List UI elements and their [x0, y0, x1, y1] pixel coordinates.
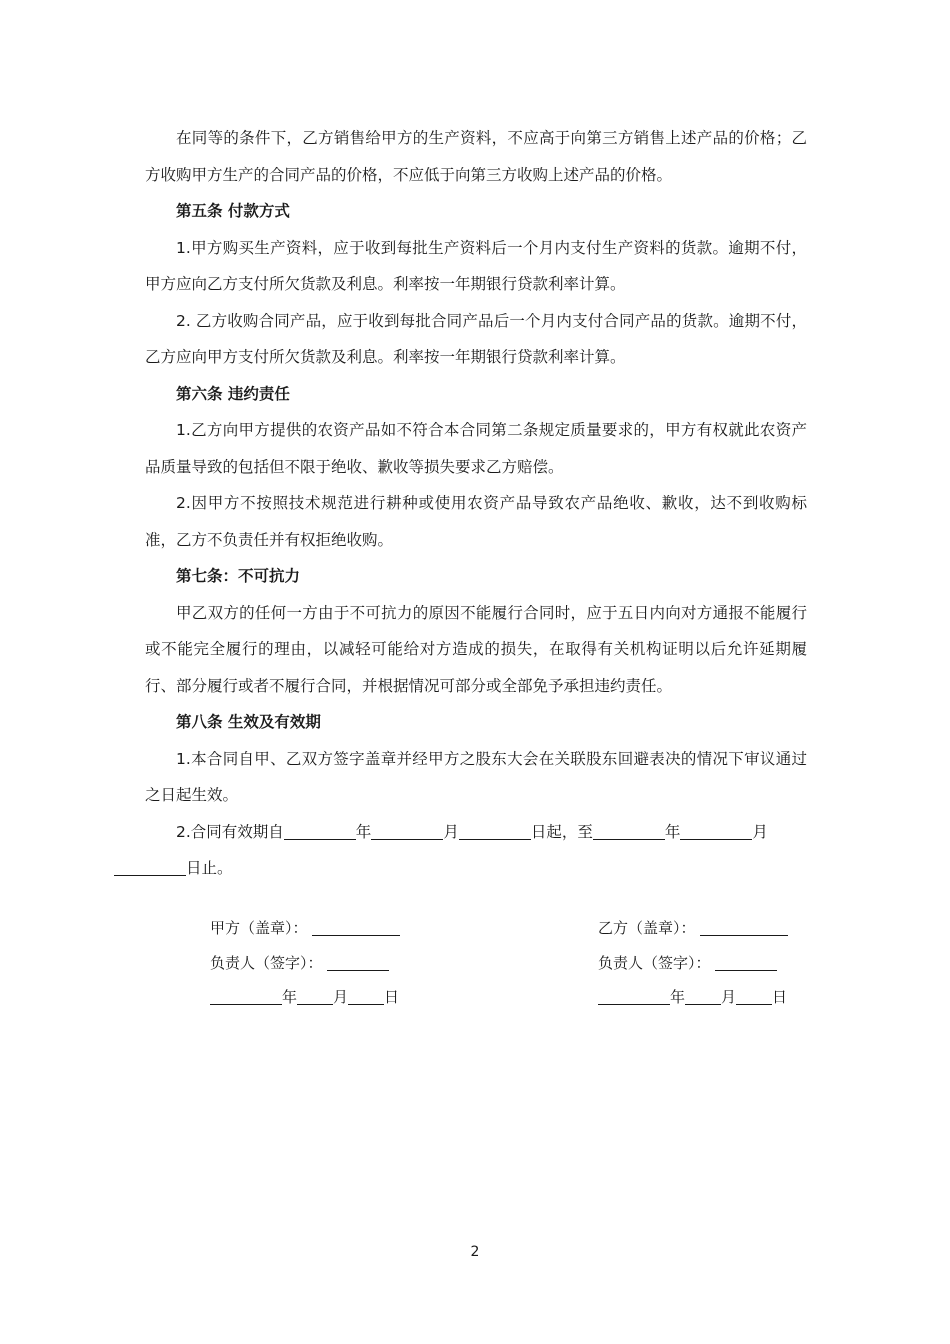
party-b-day-blank[interactable] [736, 986, 772, 1005]
paragraph-liability-1: 1.乙方向甲方提供的农资产品如不符合本合同第二条规定质量要求的，甲方有权就此农资产品质量导致的包括但不限于绝收、歉收等损失要求乙方赔偿。 [145, 421, 807, 476]
heading-article-8: 第八条 生效及有效期 [176, 713, 321, 731]
party-a-signer-label: 负责人（签字）： [210, 953, 323, 972]
party-a-year-label: 年 [282, 988, 298, 1006]
validity-prefix: 2.合同有效期自 [176, 822, 284, 841]
paragraph-payment-2: 2. 乙方收购合同产品，应于收到每批合同产品后一个月内支付合同产品的货款。逾期不付，乙方应向甲方支付所欠货款及利息。利率按一年期银行贷款利率计算。 [145, 311, 807, 366]
party-a-year-blank[interactable] [210, 986, 282, 1005]
party-b-seal-line [598, 911, 788, 946]
paragraph-liability-2: 2.因甲方不按照技术规范进行耕种或使用农资产品导致农产品绝收、歉收，达不到收购标准，乙方不负责任并有权拒绝收购。 [145, 494, 807, 549]
party-b-signer-line [598, 946, 788, 981]
party-a-day-label: 日 [384, 988, 400, 1006]
start-year-blank[interactable] [284, 821, 356, 840]
party-a-signer-line [210, 946, 400, 981]
party-b-month-blank[interactable] [685, 986, 721, 1005]
party-b-year-blank[interactable] [598, 986, 670, 1005]
paragraph-payment-1: 1.甲方购买生产资料，应于收到每批生产资料后一个月内支付生产资料的货款。逾期不付，甲方应向乙方支付所欠货款及利息。利率按一年期银行贷款利率计算。 [145, 238, 807, 293]
heading-article-6: 第六条 违约责任 [176, 384, 290, 403]
contract-body [145, 120, 807, 887]
validity-year-1: 年 [355, 822, 372, 841]
paragraph-effective-2 [145, 814, 807, 887]
party-a-signature-block [210, 911, 400, 1015]
party-b-day-label: 日 [772, 988, 788, 1006]
party-a-date-line [210, 980, 400, 1015]
validity-month-2: 月 [752, 822, 768, 841]
paragraph-force-majeure: 甲乙双方的任何一方由于不可抗力的原因不能履行合同时，应于五日内向对方通报不能履行或不能完全履行的理由，以减轻可能给对方造成的损失，在取得有关机构证明以后允许延期履行、部分履行或者不履行合同，并根据情况可部分或全部免予承担违约责任。 [145, 603, 807, 695]
party-a-month-label: 月 [333, 988, 349, 1006]
party-b-signer-blank[interactable] [715, 952, 777, 971]
party-a-month-blank[interactable] [297, 986, 333, 1005]
party-b-seal-label: 乙方（盖章）： [598, 919, 696, 937]
start-month-blank[interactable] [371, 821, 443, 840]
party-a-signer-blank[interactable] [327, 952, 389, 971]
party-b-month-label: 月 [721, 988, 737, 1006]
validity-day-2: 日止。 [186, 859, 233, 877]
party-b-signature-block [598, 911, 788, 1015]
party-b-signer-label: 负责人（签字）： [598, 953, 711, 972]
party-a-seal-blank[interactable] [312, 917, 400, 936]
paragraph-effective-1: 1.本合同自甲、乙双方签字盖章并经甲方之股东大会在关联股东回避表决的情况下审议通过之日起生效。 [145, 749, 807, 804]
heading-article-5: 第五条 付款方式 [176, 202, 290, 220]
validity-month-1: 月 [443, 822, 459, 841]
party-b-date-line [598, 980, 788, 1015]
end-day-blank[interactable] [114, 857, 186, 876]
validity-year-2: 年 [664, 822, 681, 841]
party-a-seal-line [210, 911, 400, 946]
party-b-year-label: 年 [670, 988, 686, 1006]
paragraph-pricing: 在同等的条件下，乙方销售给甲方的生产资料，不应高于向第三方销售上述产品的价格；乙方收购甲方生产的合同产品的价格，不应低于向第三方收购上述产品的价格。 [145, 129, 807, 184]
end-month-blank[interactable] [680, 821, 752, 840]
heading-article-7: 第七条：不可抗力 [176, 567, 301, 585]
start-day-blank[interactable] [459, 821, 531, 840]
party-a-day-blank[interactable] [348, 986, 384, 1005]
page-number: 2 [470, 1244, 480, 1260]
end-year-blank[interactable] [593, 821, 665, 840]
validity-day-1: 日起，至 [530, 822, 593, 841]
party-b-seal-blank[interactable] [700, 917, 788, 936]
party-a-seal-label: 甲方（盖章）： [210, 919, 308, 937]
